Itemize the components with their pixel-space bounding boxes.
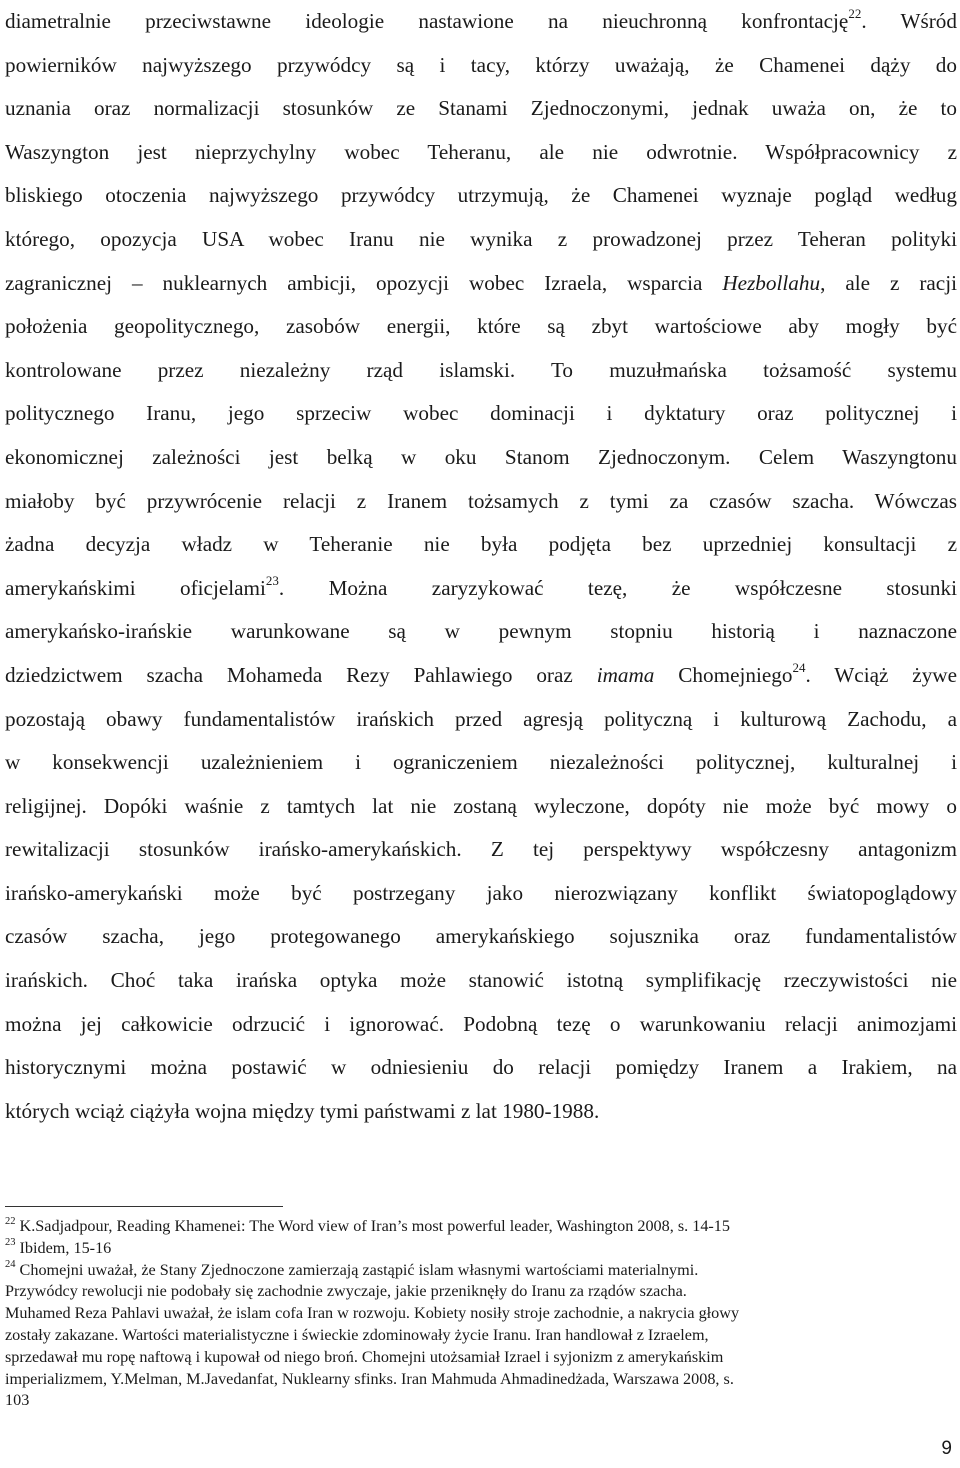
text-line [5, 567, 957, 611]
footnote-reference: 22 [5, 1215, 16, 1227]
text-run: Przywódcy rewolucji nie podobały się zachodnie zwyczaje, jakie przeniknęły do Iranu za rządów szacha. [5, 1282, 687, 1301]
text-line [5, 1090, 957, 1134]
footnote-reference: 24 [5, 1259, 16, 1271]
text-line [5, 523, 957, 567]
text-run: historycznymi można postawić w odniesieniu do relacji pomiędzy Iranem a Irakiem, na [5, 1055, 957, 1080]
text-run: miałoby być przywrócenie relacji z Iranem tożsamych z tymi za czasów szacha. Wówczas [5, 488, 957, 513]
text-run: politycznego Iranu, jego sprzeciw wobec dominacji i dyktatury oraz politycznej i [5, 401, 957, 426]
italic-term: Hezbollahu [722, 270, 821, 295]
text-run: Chomejniego [654, 662, 793, 687]
text-line [5, 741, 957, 785]
text-run: pozostają obawy fundamentalistów irańskich przed agresją polityczną i kulturową Zachodu, a [5, 706, 957, 731]
footnote-line [5, 1325, 957, 1347]
text-line [5, 1003, 957, 1047]
text-run: położenia geopolitycznego, zasobów energii, które są zbyt wartościowe aby mogły być [5, 314, 957, 339]
text-run: ekonomicznej zależności jest belką w oku Stanom Zjednoczonym. Celem Waszyngtonu [5, 444, 957, 469]
footnote-reference: 22 [848, 5, 862, 21]
text-run: diametralnie przeciwstawne ideologie nastawione na nieuchronną konfrontację [5, 9, 849, 33]
footnote-reference: 23 [5, 1237, 16, 1249]
footnote-line [5, 1390, 957, 1412]
text-run: . Można zaryzykować tezę, że współczesne stosunki [278, 575, 957, 600]
footnotes [5, 1216, 957, 1412]
text-line [5, 436, 957, 480]
footnote-line [5, 1303, 957, 1325]
text-line [5, 828, 957, 872]
text-run: irańskich. Choć taka irańska optyka może stanowić istotną symplifikację rzeczywistości nie [5, 968, 957, 993]
text-run: rewitalizacji stosunków irańsko-amerykańskich. Z tej perspektywy współczesny antagonizm [5, 837, 957, 862]
footnote-line [5, 1238, 957, 1260]
text-line [5, 915, 957, 959]
text-run: religijnej. Dopóki waśnie z tamtych lat nie zostaną wyleczone, dopóty nie może być mowy o [5, 793, 957, 818]
text-run: zagranicznej – nuklearnych ambicji, opozycji wobec Izraela, wsparcia [5, 270, 723, 295]
text-line [5, 87, 957, 131]
text-run: , ale z racji [820, 270, 957, 295]
footnote-separator [5, 1206, 283, 1207]
text-run: Ibidem, 15-16 [15, 1238, 112, 1257]
text-run: uznania oraz normalizacji stosunków ze Stanami Zjednoczonymi, jednak uważa on, że to [5, 96, 957, 121]
text-line [5, 131, 957, 175]
italic-term: imama [596, 662, 655, 687]
text-line [5, 480, 957, 524]
text-line [5, 392, 957, 436]
text-run: sprzedawał mu ropę naftową i kupował od niego broń. Chomejni utożsamiał Izrael i syjonizm z amerykańskim [5, 1347, 724, 1366]
text-line [5, 174, 957, 218]
text-run: . Wciąż żywe [805, 662, 957, 687]
text-run: można jej całkowicie odrzucić i ignorować. Podobną tezę o warunkowaniu relacji animozjami [5, 1011, 957, 1036]
text-run: Chomejni uważał, że Stany Zjednoczone zamierzają zastąpić islam własnymi wartościami materialnymi. [15, 1260, 699, 1279]
text-line [5, 654, 957, 698]
text-line [5, 44, 957, 88]
text-line [5, 698, 957, 742]
text-run: których wciąż ciążyła wojna między tymi państwami z lat 1980-1988. [5, 1098, 600, 1123]
text-run: bliskiego otoczenia najwyższego przywódcy utrzymują, że Chamenei wyznaje pogląd według [5, 183, 957, 208]
text-line [5, 785, 957, 829]
footnote-reference: 23 [265, 572, 279, 588]
text-line [5, 0, 957, 44]
text-run: imperializmem, Y.Melman, M.Javedanfat, Nuklearny sfinks. Iran Mahmuda Ahmadinedżada, Warszawa 2008, s. [5, 1369, 734, 1388]
text-run: irańsko-amerykański może być postrzegany jako nierozwiązany konflikt światopoglądowy [5, 880, 957, 905]
text-line [5, 305, 957, 349]
text-line [5, 1046, 957, 1090]
text-run: amerykańskimi oficjelami [5, 575, 266, 600]
footnote-line [5, 1260, 957, 1282]
text-run: amerykańsko-irańskie warunkowane są w pewnym stopniu historią i naznaczone [5, 619, 957, 644]
text-run: 103 [5, 1391, 30, 1410]
text-run: Muhamed Reza Pahlavi uważał, że islam cofa Iran w rozwoju. Kobiety nosiły stroje zachodnie, a nakrycia głowy [5, 1304, 740, 1323]
text-run: żadna decyzja władz w Teheranie nie była podjęta bez uprzedniej konsultacji z [5, 532, 957, 557]
text-line [5, 349, 957, 393]
footnote-line [5, 1216, 957, 1238]
footnote-line [5, 1281, 957, 1303]
text-line [5, 872, 957, 916]
main-paragraph [5, 0, 957, 1133]
text-line [5, 218, 957, 262]
text-run: powierników najwyższego przywódcy są i tacy, którzy uważają, że Chamenei dąży do [5, 52, 957, 77]
text-run: . Wśród [861, 9, 957, 33]
text-run: w konsekwencji uzależnieniem i ograniczeniem niezależności politycznej, kulturalnej i [5, 750, 957, 775]
text-run: K.Sadjadpour, Reading Khamenei: The Word view of Iran’s most powerful leader, Washington 2008, s. 14-15 [15, 1217, 730, 1235]
text-run: kontrolowane przez niezależny rząd islamski. To muzułmańska tożsamość systemu [5, 357, 957, 382]
text-run: zostały zakazane. Wartości materialistyczne i świeckie zdominowały życie Iranu. Iran handlował z Izraelem, [5, 1325, 709, 1344]
text-run: dziedzictwem szacha Mohameda Rezy Pahlawiego oraz [5, 662, 597, 687]
footnote-reference: 24 [792, 659, 806, 675]
text-run: czasów szacha, jego protegowanego amerykańskiego sojusznika oraz fundamentalistów [5, 924, 957, 949]
text-line [5, 610, 957, 654]
footnote-line [5, 1369, 957, 1391]
page-number: 9 [941, 1438, 952, 1459]
text-run: którego, opozycja USA wobec Iranu nie wynika z prowadzonej przez Teheran polityki [5, 226, 957, 251]
text-line [5, 262, 957, 306]
text-run: Waszyngton jest nieprzychylny wobec Teheranu, ale nie odwrotnie. Współpracownicy z [5, 139, 957, 164]
text-line [5, 959, 957, 1003]
footnote-line [5, 1347, 957, 1369]
